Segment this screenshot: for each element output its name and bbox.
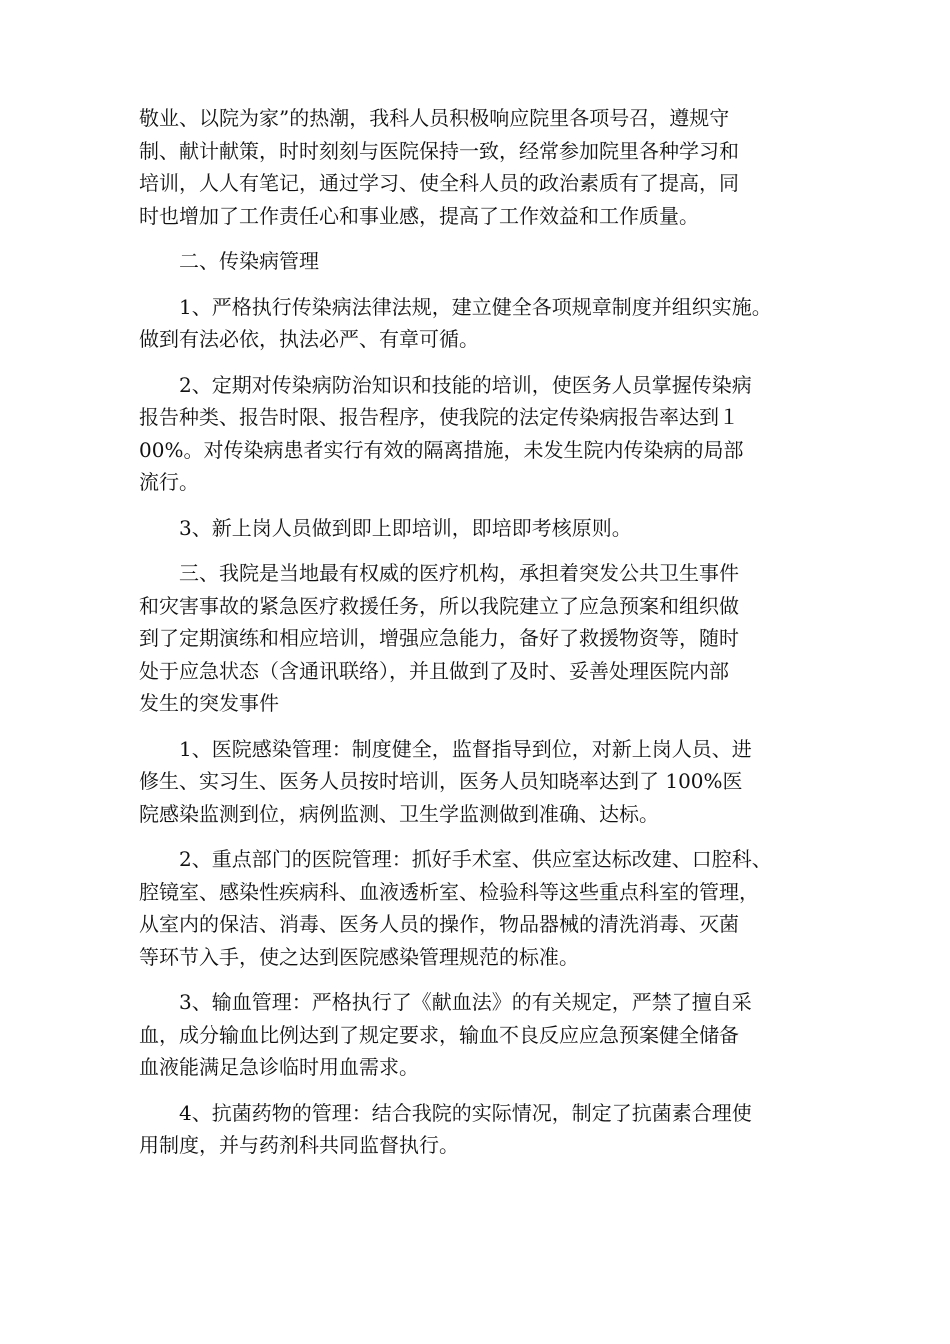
text-line: 00%。对传染病患者实行有效的隔离措施，未发生院内传染病的局部 <box>139 437 744 462</box>
text-line: 1、严格执行传染病法律法规，建立健全各项规章制度并组织实施。 <box>139 294 772 319</box>
paragraph-blood-transfusion <box>139 986 839 1084</box>
text-line: 血，成分输血比例达到了规定要求，输血不良反应应急预案健全储备 <box>139 1022 739 1047</box>
paragraph-intro <box>139 102 839 232</box>
text-line: 发生的突发事件 <box>139 691 279 715</box>
text-line: 敬业、以院为家”的热潮，我科人员积极响应院里各项号召，遵规守 <box>139 106 730 130</box>
paragraph-infection-management <box>139 733 839 831</box>
text-line: 报告种类、报告时限、报告程序，使我院的法定传染病报告率达到１ <box>139 405 739 429</box>
text-line: 从室内的保洁、消毒、医务人员的操作，物品器械的清洗消毒、灭菌 <box>139 912 739 936</box>
text-line: 制、献计献策，时时刻刻与医院保持一致，经常参加院里各种学习和 <box>139 138 739 163</box>
text-line: 2、定期对传染病防治知识和技能的培训，使医务人员掌握传染病 <box>139 372 752 397</box>
text-line: 3、新上岗人员做到即上即培训，即培即考核原则。 <box>139 515 632 540</box>
paragraph-item-2 <box>139 369 839 499</box>
text-line: 三、我院是当地最有权威的医疗机构，承担着突发公共卫生事件 <box>139 561 739 585</box>
text-line: 3、输血管理：严格执行了《献血法》的有关规定，严禁了擅自采 <box>139 990 752 1014</box>
section-emergency-response <box>139 557 839 720</box>
text-line: 流行。 <box>139 470 199 494</box>
document-body <box>139 102 839 1162</box>
text-line: 腔镜室、感染性疾病科、血液透析室、检验科等这些重点科室的管理， <box>139 879 759 904</box>
text-line: 等环节入手，使之达到医院感染管理规范的标准。 <box>139 944 579 969</box>
section-heading: 二、传染病管理 <box>139 249 319 273</box>
paragraph-item-1 <box>139 291 839 356</box>
text-line: 院感染监测到位，病例监测、卫生学监测做到准确、达标。 <box>139 801 659 826</box>
section-heading-infectious-disease <box>139 245 839 278</box>
text-line: 和灾害事故的紧急医疗救援任务，所以我院建立了应急预案和组织做 <box>139 593 739 618</box>
text-line: 4、抗菌药物的管理：结合我院的实际情况，制定了抗菌素合理使 <box>139 1100 752 1125</box>
paragraph-antibiotics <box>139 1097 839 1162</box>
paragraph-key-departments <box>139 843 839 973</box>
text-line: 修生、实习生、医务人员按时培训，医务人员知晓率达到了 100%医 <box>139 769 743 793</box>
text-line: 血液能满足急诊临时用血需求。 <box>139 1055 419 1079</box>
paragraph-item-3 <box>139 512 839 545</box>
text-line: 到了定期演练和相应培训，增强应急能力，备好了救援物资等，随时 <box>139 626 739 650</box>
text-line: 处于应急状态（含通讯联络），并且做到了及时、妥善处理医院内部 <box>139 658 729 683</box>
text-line: 做到有法必依，执法必严、有章可循。 <box>139 327 479 351</box>
text-line: 2、重点部门的医院管理：抓好手术室、供应室达标改建、口腔科、 <box>139 847 772 871</box>
text-line: 1、医院感染管理：制度健全，监督指导到位，对新上岗人员、进 <box>139 736 752 761</box>
text-line: 时也增加了工作责任心和事业感，提高了工作效益和工作质量。 <box>139 203 699 228</box>
text-line: 培训，人人有笔记，通过学习、使全科人员的政治素质有了提高，同 <box>139 171 739 195</box>
text-line: 用制度，并与药剂科共同监督执行。 <box>139 1133 459 1157</box>
